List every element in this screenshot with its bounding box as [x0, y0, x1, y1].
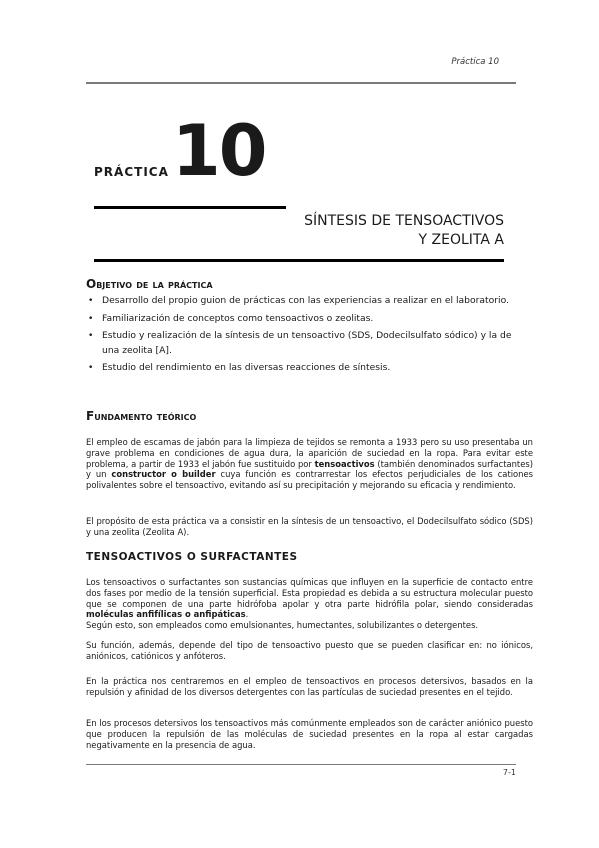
list-item	[86, 312, 516, 327]
page-number: 7-1	[502, 768, 516, 777]
section-heading-fundamento: Fundamento teórico	[86, 409, 197, 423]
chapter-rule-long	[94, 259, 504, 262]
list-item	[86, 361, 516, 376]
bullet-icon: •	[88, 312, 94, 324]
paragraph: Su función, además, depende del tipo de tensoactivo puesto que se pueden clasificar en: no iónicos, aniónicos, catiónicos y anfóteros.	[86, 640, 533, 661]
bold-term: constructor o builder	[111, 469, 216, 480]
text-run: Los tensoactivos o surfactantes son sustancias químicas que influyen en la superficie de contacto entre dos fases por medio de la tensión superficial. Esta propiedad es debida a su estructura molecular puesto que se componen de una parte hidrófoba apolar y otra parte hidrófila polar, siendo consideradas	[86, 577, 533, 609]
header-rule	[86, 82, 516, 84]
list-item-text: Familiarización de conceptos como tensoactivos o zeolitas.	[102, 312, 374, 324]
paragraph	[86, 437, 533, 491]
text-run: Según esto, son empleados como emulsionantes, humectantes, solubilizantes o detergentes.	[86, 620, 479, 631]
footer-rule	[86, 764, 516, 765]
chapter-title-line2: Y ZEOLITA A	[418, 232, 504, 248]
chapter-number: 10	[172, 110, 266, 192]
bold-term: tensoactivos	[314, 458, 375, 469]
bullet-icon: •	[88, 362, 94, 373]
paragraph: En los procesos detersivos los tensoactivos más comúnmente empleados son de carácter aniónico puesto que producen la repulsión de las moléculas de suciedad presentes en la ropa al estar cargadas negativamente en la presencia de agua.	[86, 718, 533, 750]
text-run: El empleo de escamas de jabón para la limpieza de tejidos se remonta a 1933 pero su uso presentaba un grave problema en condiciones de agua dura, la aparición de suciedad en la ropa. Para evitar este problema, a partir de 1933 el jabón fue sustituido por	[86, 437, 533, 469]
text-run: (también denominados surfactantes) y un	[86, 458, 533, 480]
list-item-text: Estudio del rendimiento en las diversas reacciones de síntesis.	[102, 362, 391, 373]
section-heading-tensoactivos: TENSOACTIVOS O SURFACTANTES	[86, 551, 298, 563]
chapter-title-line1: SÍNTESIS DE TENSOACTIVOS	[304, 213, 504, 229]
text-run: cuya función es contrarrestar los efectos perjudiciales de los cationes polivalentes sobre el tensoactivo, evitando así su precipitación y mejorando su eficacia y rendimiento.	[86, 469, 533, 491]
list-item-text: Desarrollo del propio guion de prácticas con las experiencias a realizar en el laboratorio.	[102, 295, 509, 306]
list-item-text: Estudio y realización de la síntesis de un tensoactivo (SDS, Dodecilsulfato sódico) y la de una zeolita [A].	[102, 330, 512, 356]
paragraph: En la práctica nos centraremos en el empleo de tensoactivos en procesos detersivos, basados en la repulsión y afinidad de los diversos detergentes con las partículas de suciedad presentes en el tejido.	[86, 676, 533, 697]
list-item	[86, 294, 516, 309]
paragraph	[86, 577, 533, 631]
objetivo-list	[86, 294, 516, 379]
paragraph: El propósito de esta práctica va a consistir en la síntesis de un tensoactivo, el Dodecilsulfato sódico (SDS) y una zeolita (Zeolita A).	[86, 516, 533, 537]
list-item	[86, 329, 516, 358]
bullet-icon: •	[88, 330, 94, 341]
chapter-label: PRÁCTICA	[94, 165, 169, 179]
running-head: Práctica 10	[451, 57, 499, 67]
bullet-icon: •	[88, 295, 94, 306]
bold-term: moléculas anfifílicas o anfipáticas	[86, 609, 246, 620]
section-heading-objetivo: Objetivo de la práctica	[86, 277, 213, 291]
text-run: .	[245, 609, 249, 620]
chapter-rule-short	[94, 206, 286, 209]
